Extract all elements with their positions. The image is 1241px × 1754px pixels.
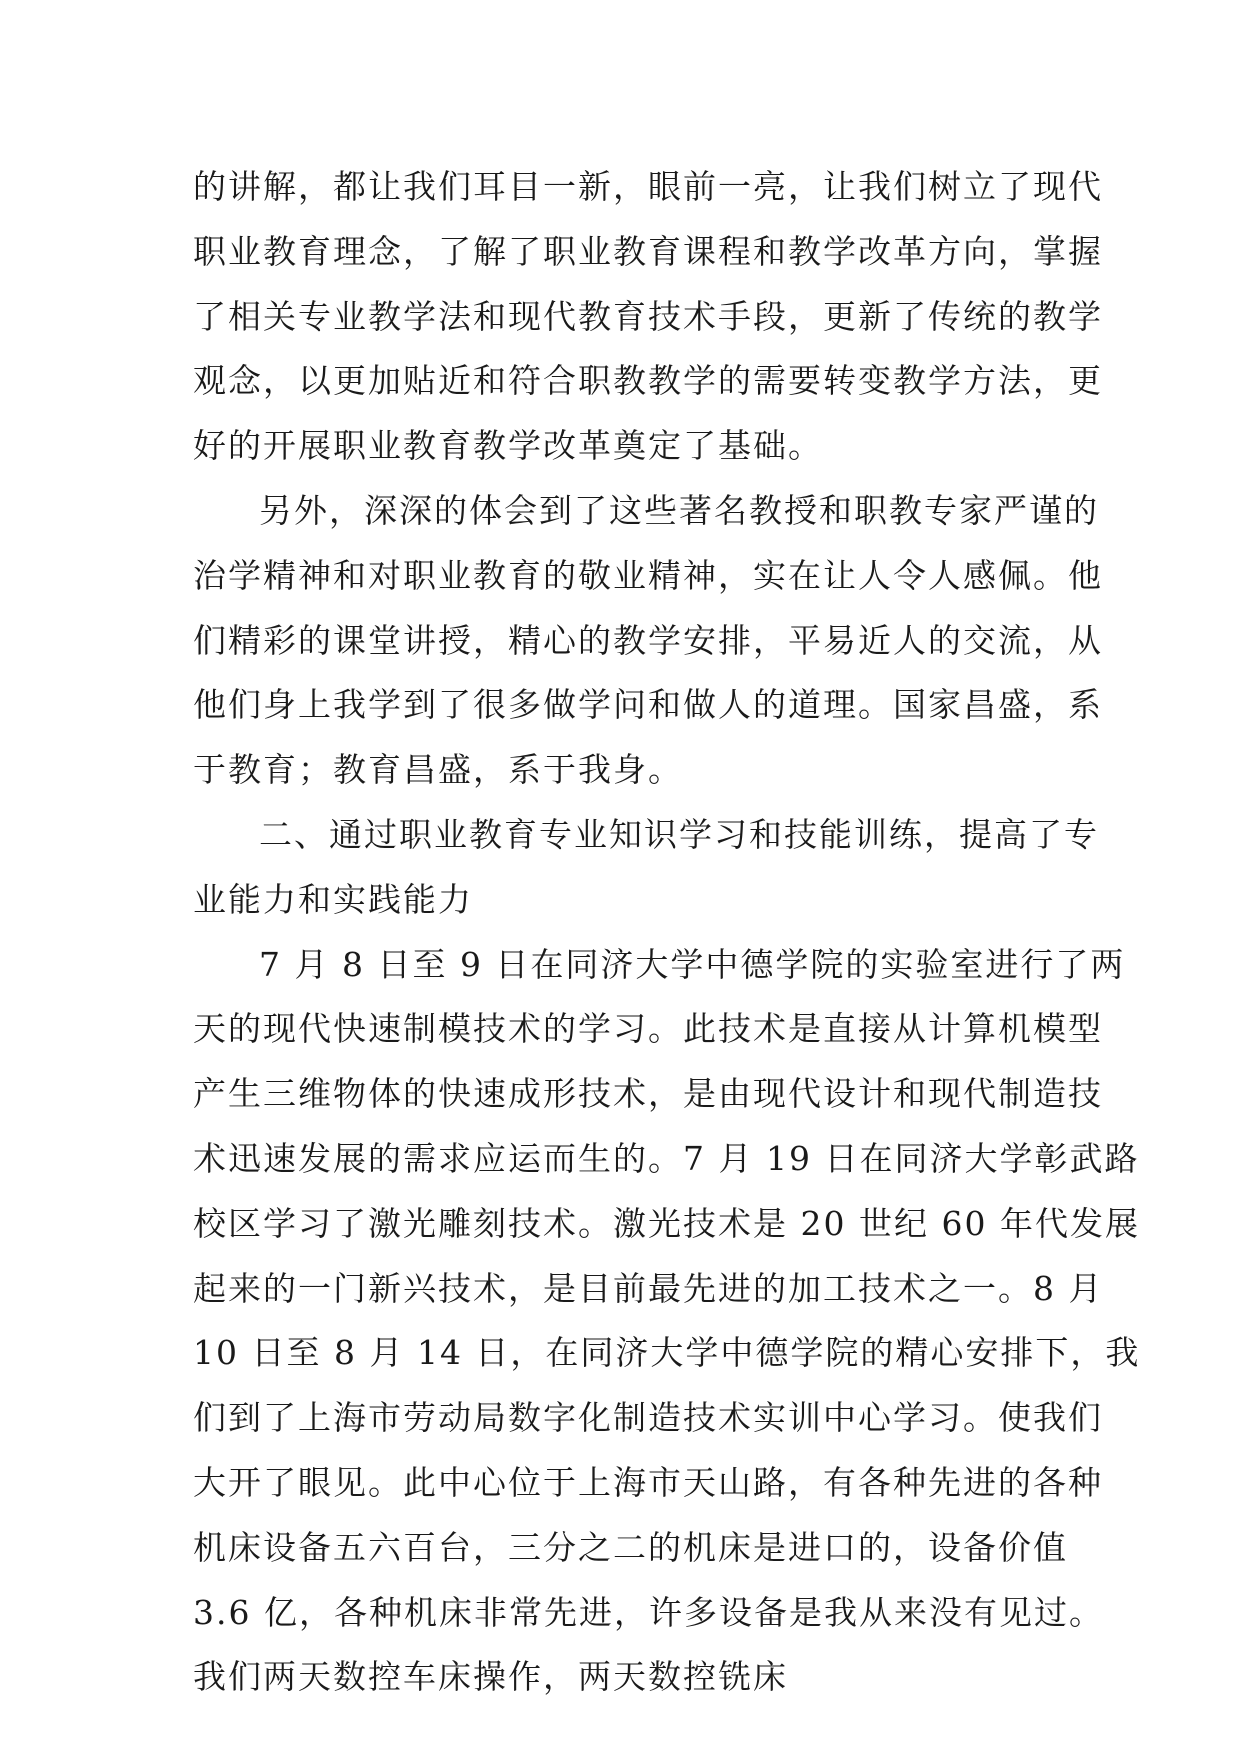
section-heading-line: 二、通过职业教育专业知识学习和技能训练，提高了专	[259, 814, 1099, 854]
text-line: 10 日至 8 月 14 日，在同济大学中德学院的精心安排下，我	[193, 1333, 1141, 1373]
text-line: 3.6 亿，各种机床非常先进，许多设备是我从来没有见过。	[193, 1592, 1104, 1632]
text-line: 我们两天数控车床操作，两天数控铣床	[193, 1657, 788, 1697]
document-body	[193, 155, 1141, 1710]
text-line: 职业教育理念，了解了职业教育课程和教学改革方向，掌握	[193, 231, 1103, 271]
text-line: 产生三维物体的快速成形技术，是由现代设计和现代制造技	[193, 1074, 1103, 1114]
text-line: 们精彩的课堂讲授，精心的教学安排，平易近人的交流，从	[193, 620, 1103, 660]
text-line: 起来的一门新兴技术，是目前最先进的加工技术之一。8 月	[193, 1268, 1104, 1308]
paragraph-first-line: 另外，深深的体会到了这些著名教授和职教专家严谨的	[259, 490, 1099, 530]
text-line: 于教育；教育昌盛，系于我身。	[193, 750, 683, 790]
text-line: 的讲解，都让我们耳目一新，眼前一亮，让我们树立了现代	[193, 167, 1103, 206]
paragraph-first-line: 7 月 8 日至 9 日在同济大学中德学院的实验室进行了两	[259, 944, 1126, 984]
text-line: 好的开展职业教育教学改革奠定了基础。	[193, 426, 823, 466]
text-line: 天的现代快速制模技术的学习。此技术是直接从计算机模型	[193, 1009, 1103, 1049]
text-line: 了相关专业教学法和现代教育技术手段，更新了传统的教学	[193, 296, 1103, 336]
text-line: 校区学习了激光雕刻技术。激光技术是 20 世纪 60 年代发展	[193, 1203, 1140, 1243]
text-line: 观念，以更加贴近和符合职教教学的需要转变教学方法，更	[193, 361, 1103, 401]
text-line: 机床设备五六百台，三分之二的机床是进口的，设备价值	[193, 1527, 1068, 1567]
text-line: 们到了上海市劳动局数字化制造技术实训中心学习。使我们	[193, 1398, 1103, 1438]
text-line: 术迅速发展的需求应运而生的。7 月 19 日在同济大学彰武路	[193, 1138, 1140, 1178]
text-line: 大开了眼见。此中心位于上海市天山路，有各种先进的各种	[193, 1462, 1103, 1502]
text-line: 他们身上我学到了很多做学问和做人的道理。国家昌盛，系	[193, 685, 1103, 725]
section-heading-line: 业能力和实践能力	[193, 879, 473, 919]
text-line: 治学精神和对职业教育的敬业精神，实在让人令人感佩。他	[193, 555, 1103, 595]
